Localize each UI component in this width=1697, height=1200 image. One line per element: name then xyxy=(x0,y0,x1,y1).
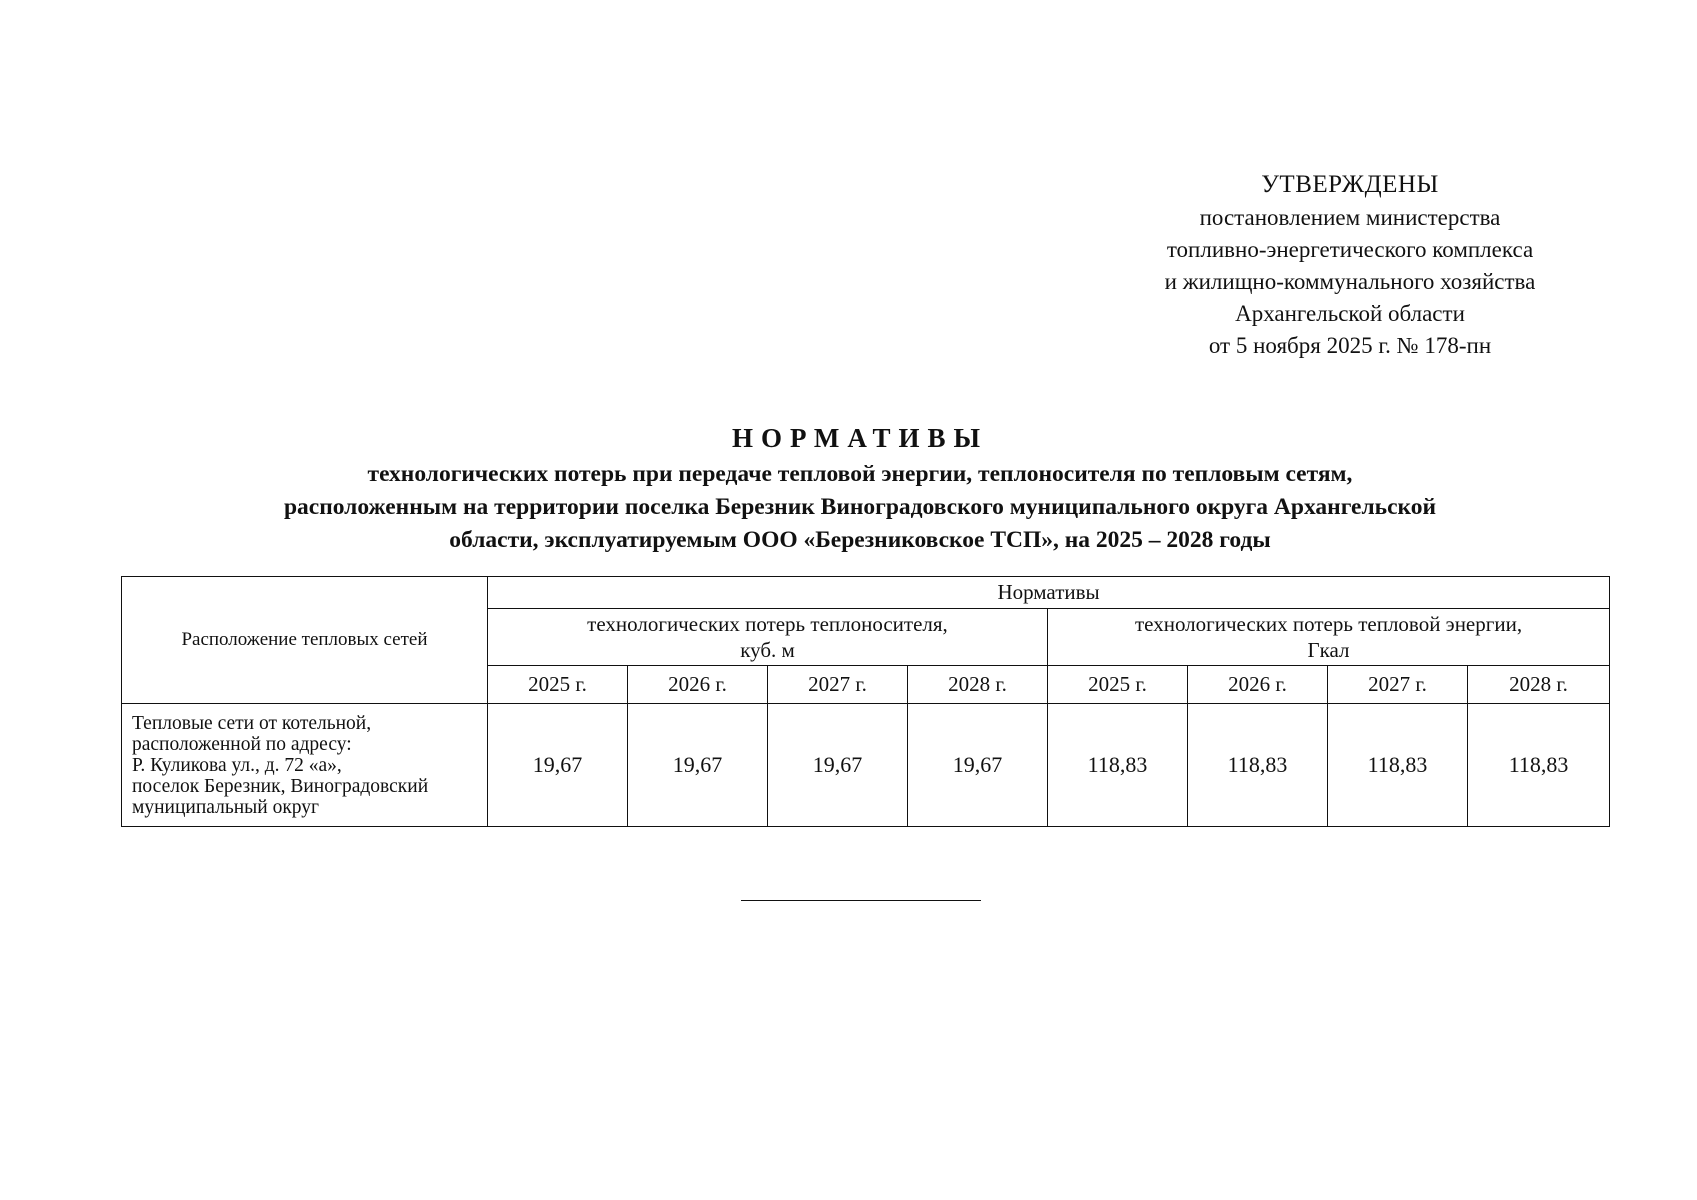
year-header: 2025 г. xyxy=(488,666,628,704)
heat-loss-header xyxy=(1048,609,1610,666)
location-cell xyxy=(122,704,488,827)
title-main: НОРМАТИВЫ xyxy=(731,423,989,453)
approval-block xyxy=(1105,168,1595,362)
location-line: поселок Березник, Виноградовский xyxy=(132,775,429,797)
end-divider xyxy=(741,900,981,901)
coolant-value-2027: 19,67 xyxy=(768,704,908,827)
header-row xyxy=(122,577,1610,609)
coolant-loss-header xyxy=(488,609,1048,666)
document-title xyxy=(150,418,1570,557)
title-line: расположенным на территории поселка Березник Виноградовского муниципального округа Архангельской xyxy=(283,494,1437,520)
title-line: области, эксплуатируемым ООО «Березниковское ТСП», на 2025 – 2028 годы xyxy=(449,527,1271,553)
year-header: 2027 г. xyxy=(1328,666,1468,704)
heat-loss-header-line: технологических потерь тепловой энергии, xyxy=(1134,612,1523,636)
norms-header: Нормативы xyxy=(488,577,1610,609)
norms-table xyxy=(121,576,1610,827)
location-line: Тепловые сети от котельной, xyxy=(132,712,372,734)
approval-line: и жилищно-коммунального хозяйства xyxy=(1164,269,1536,294)
coolant-loss-header-line: технологических потерь теплоносителя, xyxy=(587,612,948,636)
year-header: 2028 г. xyxy=(908,666,1048,704)
heat-value-2028: 118,83 xyxy=(1468,704,1610,827)
year-header: 2028 г. xyxy=(1468,666,1610,704)
approval-line: Архангельской области xyxy=(1235,301,1465,326)
heat-value-2027: 118,83 xyxy=(1328,704,1468,827)
coolant-loss-unit: куб. м xyxy=(740,638,795,662)
location-header: Расположение тепловых сетей xyxy=(122,577,488,704)
location-line: расположенной по адресу: xyxy=(132,733,352,755)
coolant-value-2028: 19,67 xyxy=(908,704,1048,827)
coolant-value-2025: 19,67 xyxy=(488,704,628,827)
approval-date: от 5 ноября 2025 г. № 178-пн xyxy=(1208,333,1492,358)
approval-line: топливно-энергетического комплекса xyxy=(1166,237,1534,262)
location-line: Р. Куликова ул., д. 72 «а», xyxy=(132,754,342,776)
heat-value-2026: 118,83 xyxy=(1188,704,1328,827)
approval-heading: УТВЕРЖДЕНЫ xyxy=(1261,171,1439,198)
year-header: 2026 г. xyxy=(1188,666,1328,704)
title-line: технологических потерь при передаче тепловой энергии, теплоносителя по тепловым сетям, xyxy=(367,461,1353,487)
heat-value-2025: 118,83 xyxy=(1048,704,1188,827)
approval-line: постановлением министерства xyxy=(1199,205,1501,230)
year-header: 2027 г. xyxy=(768,666,908,704)
year-header: 2026 г. xyxy=(628,666,768,704)
location-line: муниципальный округ xyxy=(132,796,320,818)
coolant-value-2026: 19,67 xyxy=(628,704,768,827)
heat-loss-unit: Гкал xyxy=(1307,638,1350,662)
year-header: 2025 г. xyxy=(1048,666,1188,704)
table-row xyxy=(122,704,1610,827)
